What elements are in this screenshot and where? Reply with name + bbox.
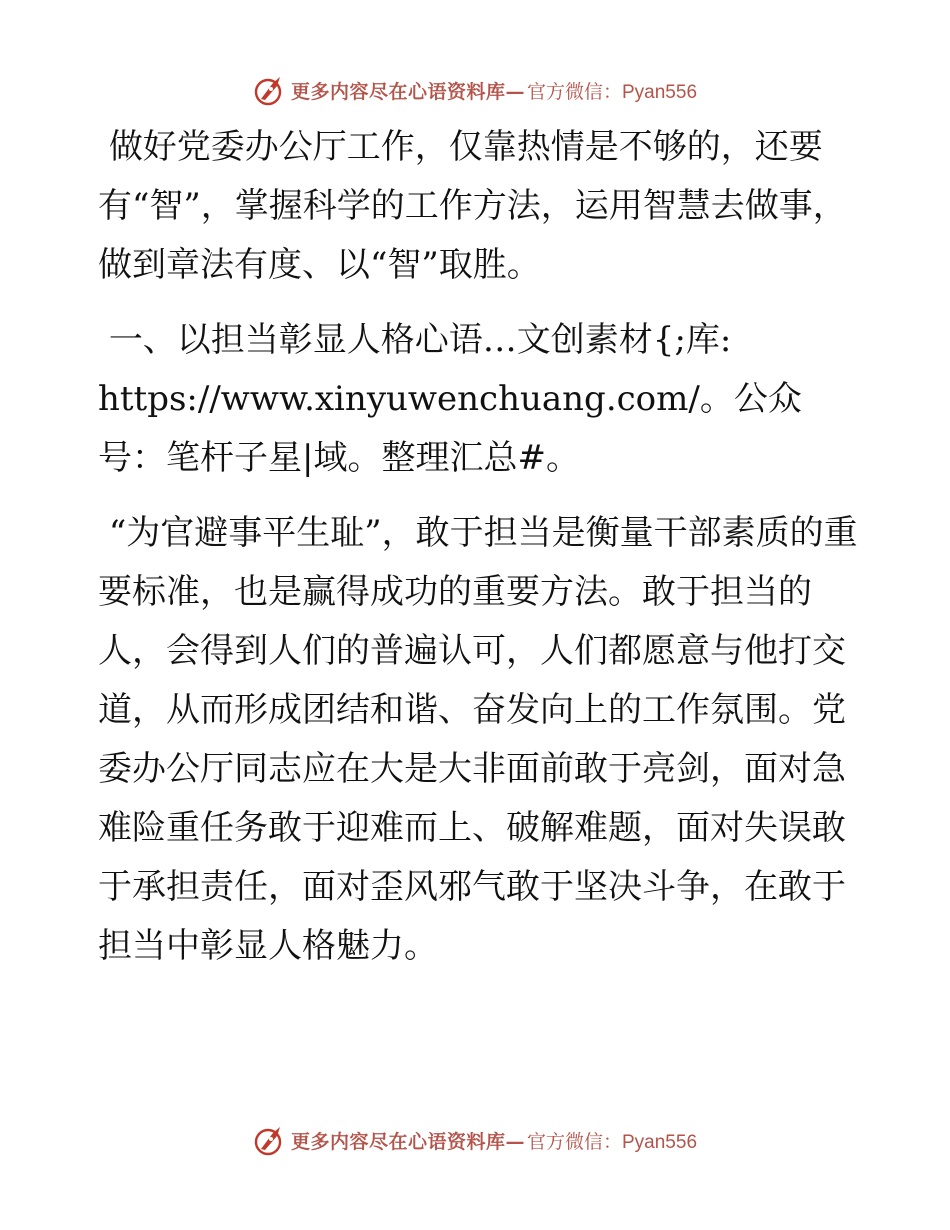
- watermark-brand: 更多内容尽在心语资料库—: [290, 80, 525, 103]
- paragraph-intro: 做好党委办公厅工作，仅靠热情是不够的，还要有“智”，掌握科学的工作方法，运用智慧去做事，做到章法有度、以“智”取胜。: [98, 127, 847, 285]
- paragraph-body: “为官避事平生耻”，敢于担当是衡量干部素质的重要标准，也是赢得成功的重要方法。敢于担当的人，会得到人们的普遍认可，人们都愿意与他打交道，从而形成团结和谐、奋发向上的工作氛围。党委办公厅同志应在大是大非面前敢于亮剑，面对急难险重任务敢于迎难而上、破解难题，面对失误敢于承担责任，面对歪风邪气敢于坚决斗争，在敢于担当中彰显人格魅力。: [98, 513, 858, 966]
- header-watermark: [0, 70, 950, 110]
- pen-nib-logo-icon: [253, 73, 287, 107]
- document-body: [98, 118, 858, 976]
- pen-nib-logo-icon: [253, 1123, 287, 1157]
- footer-watermark: [0, 1120, 950, 1160]
- watermark-brand: 更多内容尽在心语资料库—: [290, 1130, 525, 1153]
- watermark-wechat: 官方微信：Pyan556: [527, 1131, 698, 1153]
- paragraph-section-heading: 一、以担当彰显人格心语…文创素材{;库: https://www.xinyuwenchuang.com/。公众号：笔杆子星|域。整理汇总#。: [98, 320, 802, 478]
- watermark-wechat: 官方微信：Pyan556: [527, 81, 698, 103]
